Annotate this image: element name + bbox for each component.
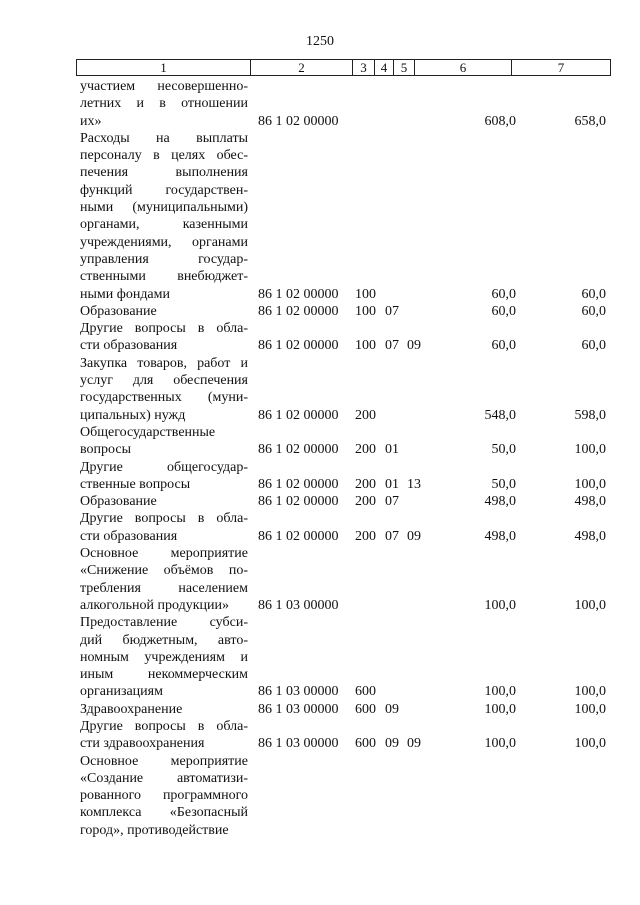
header-col-1: 1 bbox=[77, 60, 251, 75]
row-name bbox=[80, 545, 248, 614]
row-name-line: Основное мероприятие bbox=[80, 546, 248, 562]
row-col-4: 07 bbox=[385, 338, 399, 354]
row-name-line: управления государ- bbox=[80, 251, 248, 267]
row-value-7: 60,0 bbox=[581, 286, 606, 302]
table-row bbox=[0, 701, 640, 718]
row-value-7: 100,0 bbox=[574, 684, 606, 700]
header-col-2: 2 bbox=[251, 60, 353, 75]
row-name-line: органами, казенными bbox=[80, 217, 248, 233]
row-code: 86 1 02 00000 bbox=[258, 338, 339, 354]
row-name-line: печения выполнения bbox=[80, 165, 248, 181]
row-name-line: сти здравоохранения bbox=[80, 736, 205, 752]
row-value-7: 100,0 bbox=[574, 476, 606, 492]
row-name bbox=[80, 701, 248, 718]
row-value-7: 60,0 bbox=[581, 338, 606, 354]
row-value-6: 100,0 bbox=[484, 701, 516, 717]
row-name-line: участием несовершенно- bbox=[80, 79, 248, 94]
table-body bbox=[0, 78, 640, 839]
header-col-6: 6 bbox=[415, 60, 512, 75]
row-name bbox=[80, 718, 248, 753]
row-value-6: 498,0 bbox=[484, 494, 516, 510]
row-name-line: Образование bbox=[80, 494, 157, 510]
row-name bbox=[80, 459, 248, 494]
row-code: 86 1 03 00000 bbox=[258, 684, 339, 700]
table-row bbox=[0, 130, 640, 303]
row-col-4: 01 bbox=[385, 442, 399, 458]
row-name bbox=[80, 303, 248, 320]
row-name-line: ственные вопросы bbox=[80, 476, 191, 492]
table-row bbox=[0, 718, 640, 753]
row-value-7: 658,0 bbox=[574, 113, 606, 129]
row-name-line: Предоставление субси- bbox=[80, 615, 248, 631]
table-row bbox=[0, 753, 640, 839]
row-code: 86 1 02 00000 bbox=[258, 528, 339, 544]
row-name bbox=[80, 753, 248, 839]
row-code: 86 1 02 00000 bbox=[258, 442, 339, 458]
row-code: 86 1 03 00000 bbox=[258, 597, 339, 613]
row-col-4: 09 bbox=[385, 736, 399, 752]
row-name-line: вопросы bbox=[80, 442, 131, 458]
row-col-4: 09 bbox=[385, 701, 399, 717]
row-name-line: Расходы на выплаты bbox=[80, 130, 248, 146]
row-name-line: город», противодействие bbox=[80, 822, 229, 838]
row-col-3: 200 bbox=[355, 442, 376, 458]
row-code: 86 1 02 00000 bbox=[258, 407, 339, 423]
row-col-3: 200 bbox=[355, 528, 376, 544]
row-name-line: их» bbox=[80, 113, 102, 129]
row-value-6: 608,0 bbox=[484, 113, 516, 129]
row-name-line: организациям bbox=[80, 684, 163, 700]
row-name-line: функций государствен- bbox=[80, 182, 248, 198]
row-name-line: иным некоммерческим bbox=[80, 667, 248, 683]
row-col-5: 13 bbox=[407, 476, 421, 492]
header-col-3: 3 bbox=[353, 60, 375, 75]
row-name-line: комплекса «Безопасный bbox=[80, 805, 248, 821]
row-code: 86 1 02 00000 bbox=[258, 113, 339, 129]
row-col-3: 600 bbox=[355, 701, 376, 717]
row-col-5: 09 bbox=[407, 736, 421, 752]
row-value-7: 100,0 bbox=[574, 597, 606, 613]
row-value-6: 60,0 bbox=[491, 286, 516, 302]
row-name-line: номным учреждениям и bbox=[80, 649, 248, 665]
row-value-7: 598,0 bbox=[574, 407, 606, 423]
row-name bbox=[80, 320, 248, 355]
row-name-line: персоналу в целях обес- bbox=[80, 148, 248, 164]
header-col-4: 4 bbox=[375, 60, 394, 75]
row-value-7: 498,0 bbox=[574, 528, 606, 544]
row-name-line: учреждениями, органами bbox=[80, 234, 248, 250]
row-value-6: 50,0 bbox=[491, 442, 516, 458]
row-name-line: алкогольной продукции» bbox=[80, 597, 229, 613]
row-value-6: 100,0 bbox=[484, 684, 516, 700]
row-name-line: Образование bbox=[80, 303, 157, 319]
row-code: 86 1 03 00000 bbox=[258, 701, 339, 717]
row-name-line: государственных (муни- bbox=[80, 390, 248, 406]
row-value-7: 100,0 bbox=[574, 442, 606, 458]
table-row bbox=[0, 545, 640, 614]
row-name-line: Общегосударственные bbox=[80, 424, 216, 440]
row-col-4: 07 bbox=[385, 494, 399, 510]
row-value-6: 100,0 bbox=[484, 736, 516, 752]
row-col-5: 09 bbox=[407, 338, 421, 354]
row-col-4: 07 bbox=[385, 528, 399, 544]
row-col-3: 200 bbox=[355, 494, 376, 510]
row-col-3: 200 bbox=[355, 407, 376, 423]
table-row bbox=[0, 424, 640, 459]
row-name-line: ными (муниципальными) bbox=[80, 200, 248, 216]
row-name-line: требления населением bbox=[80, 580, 248, 596]
row-code: 86 1 02 00000 bbox=[258, 286, 339, 302]
row-name bbox=[80, 130, 248, 303]
row-code: 86 1 03 00000 bbox=[258, 736, 339, 752]
row-name bbox=[80, 424, 248, 459]
row-name-line: Здравоохранение bbox=[80, 701, 183, 717]
table-row bbox=[0, 355, 640, 424]
row-col-4: 07 bbox=[385, 303, 399, 319]
row-name bbox=[80, 355, 248, 424]
row-name-line: рованного программного bbox=[80, 788, 248, 804]
row-name-line: «Снижение объёмов по- bbox=[80, 563, 248, 579]
row-name bbox=[80, 78, 248, 130]
row-code: 86 1 02 00000 bbox=[258, 476, 339, 492]
row-col-3: 100 bbox=[355, 303, 376, 319]
row-name-line: Другие вопросы в обла- bbox=[80, 718, 248, 734]
row-code: 86 1 02 00000 bbox=[258, 303, 339, 319]
row-name-line: «Создание автоматизи- bbox=[80, 770, 248, 786]
row-code: 86 1 02 00000 bbox=[258, 494, 339, 510]
row-col-3: 100 bbox=[355, 338, 376, 354]
row-value-6: 60,0 bbox=[491, 338, 516, 354]
row-name-line: ными фондами bbox=[80, 286, 171, 302]
table-row bbox=[0, 320, 640, 355]
table-row bbox=[0, 78, 640, 130]
row-name-line: ципальных) нужд bbox=[80, 407, 186, 423]
row-value-7: 100,0 bbox=[574, 701, 606, 717]
table-row bbox=[0, 303, 640, 320]
row-name-line: летних и в отношении bbox=[80, 96, 248, 112]
table-row bbox=[0, 510, 640, 545]
table-row bbox=[0, 493, 640, 510]
page-number: 1250 bbox=[306, 34, 334, 49]
row-name bbox=[80, 614, 248, 700]
row-value-6: 498,0 bbox=[484, 528, 516, 544]
header-col-7: 7 bbox=[557, 60, 565, 75]
row-value-6: 60,0 bbox=[491, 303, 516, 319]
row-name-line: сти образования bbox=[80, 528, 178, 544]
row-value-7: 498,0 bbox=[574, 494, 606, 510]
header-col-5: 5 bbox=[394, 60, 415, 75]
row-name-line: Другие вопросы в обла- bbox=[80, 321, 248, 337]
row-name bbox=[80, 493, 248, 510]
row-col-3: 600 bbox=[355, 736, 376, 752]
row-value-7: 60,0 bbox=[581, 303, 606, 319]
row-value-6: 100,0 bbox=[484, 597, 516, 613]
row-name-line: дий бюджетным, авто- bbox=[80, 632, 248, 648]
row-name-line: Другие общегосудар- bbox=[80, 459, 248, 475]
row-value-6: 50,0 bbox=[491, 476, 516, 492]
row-name-line: Основное мероприятие bbox=[80, 753, 248, 769]
table-row bbox=[0, 614, 640, 700]
row-name-line: Другие вопросы в обла- bbox=[80, 511, 248, 527]
row-col-3: 100 bbox=[355, 286, 376, 302]
row-name bbox=[80, 510, 248, 545]
table-row bbox=[0, 459, 640, 494]
row-name-line: Закупка товаров, работ и bbox=[80, 355, 248, 371]
row-col-3: 600 bbox=[355, 684, 376, 700]
table-header bbox=[76, 59, 611, 76]
row-col-5: 09 bbox=[407, 528, 421, 544]
row-name-line: ственными внебюджет- bbox=[80, 269, 248, 285]
row-name-line: сти образования bbox=[80, 338, 178, 354]
row-value-7: 100,0 bbox=[574, 736, 606, 752]
row-col-3: 200 bbox=[355, 476, 376, 492]
row-col-4: 01 bbox=[385, 476, 399, 492]
row-value-6: 548,0 bbox=[484, 407, 516, 423]
row-name-line: услуг для обеспечения bbox=[80, 373, 248, 389]
